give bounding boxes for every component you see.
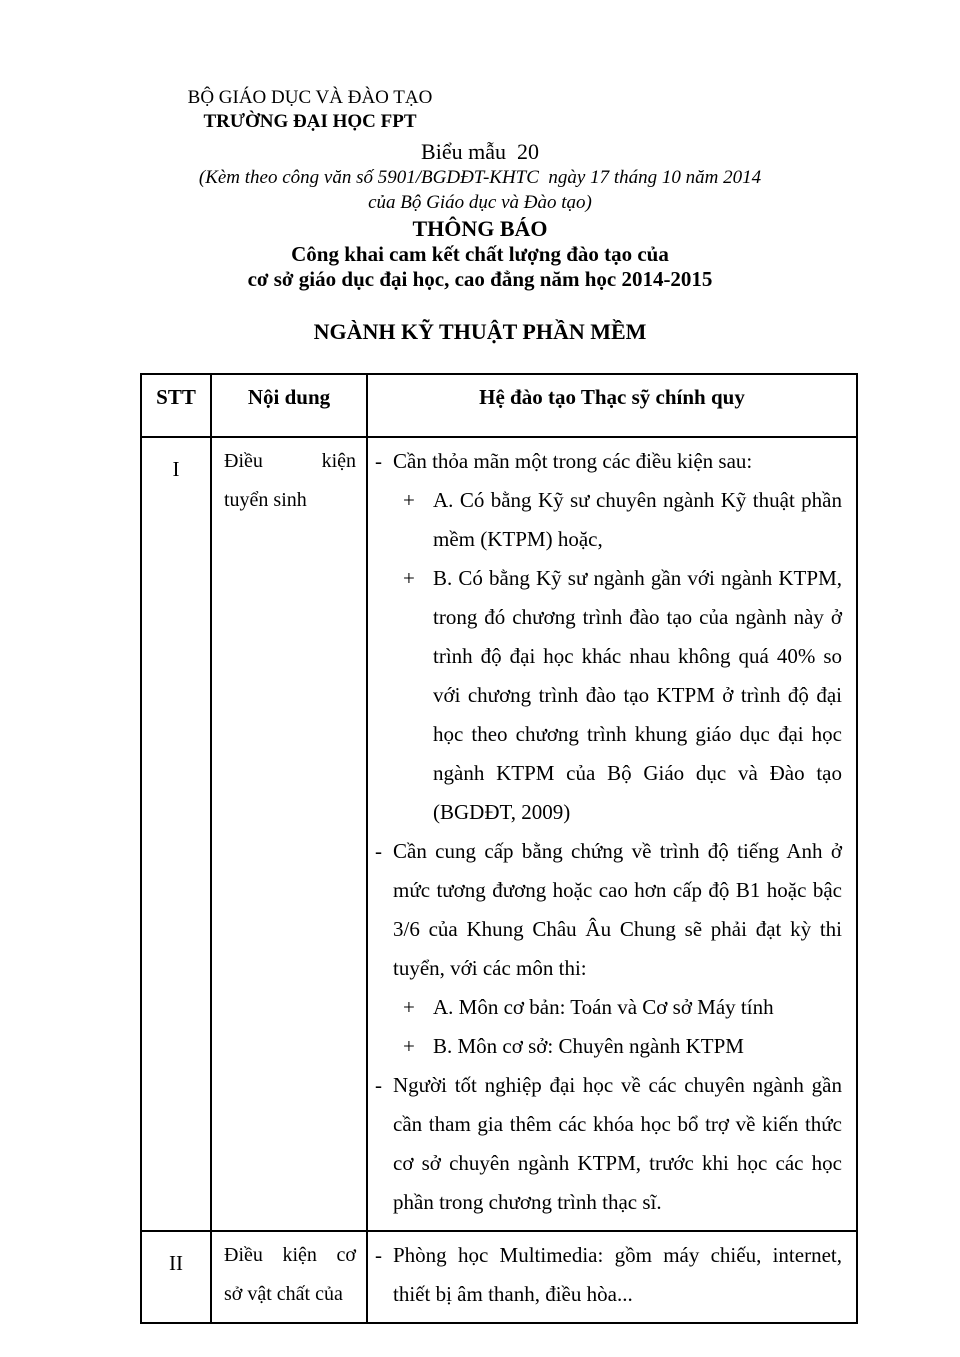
dash-marker: - [375, 1243, 382, 1267]
item-text: Cần thỏa mãn một trong các điều kiện sau: [393, 449, 753, 473]
plus-marker: + [403, 488, 415, 512]
announcement-subtitle-line2: cơ sở giáo dục đại học, cao đẳng năm học 2014-2015 [247, 267, 713, 291]
column-header-he-dao-tao: Hệ đào tạo Thạc sỹ chính quy [367, 374, 857, 437]
row-1-noi-dung [211, 437, 367, 1231]
row-2-content [367, 1231, 857, 1323]
content-item [370, 559, 842, 832]
dash-marker: - [375, 839, 382, 863]
plus-marker: + [403, 1034, 415, 1058]
noi-dung-line: sở vật chất của [224, 1283, 343, 1305]
announcement-subtitle-line1: Công khai cam kết chất lượng đào tạo của [291, 242, 669, 266]
column-header-stt: STT [141, 374, 211, 437]
dash-marker: - [375, 1073, 382, 1097]
letterhead-left-block [165, 86, 455, 134]
ministry-name: BỘ GIÁO DỤC VÀ ĐÀO TẠO [187, 87, 433, 108]
item-text: A. Có bằng Kỹ sư chuyên ngành Kỹ thuật phần mềm (KTPM) hoặc, [433, 488, 842, 551]
item-text: Cần cung cấp bằng chứng về trình độ tiếng Anh ở mức tương đương hoặc cao hơn cấp độ B1 hoặc bậc 3/6 của Khung Châu Âu Chung sẽ phải đạt kỳ thi tuyển, với các môn thi: [393, 839, 842, 980]
content-item [370, 481, 842, 559]
announcement-title: THÔNG BÁO [412, 216, 548, 241]
row-2-noi-dung [211, 1231, 367, 1323]
content-item [370, 1066, 842, 1222]
university-name: TRƯỜNG ĐẠI HỌC FPT [203, 111, 417, 132]
content-item [370, 1236, 842, 1314]
table-header-row [141, 374, 857, 437]
table-row [141, 1231, 857, 1323]
item-text: A. Môn cơ bản: Toán và Cơ sở Máy tính [433, 995, 774, 1019]
content-item [370, 1027, 842, 1066]
item-text: Người tốt nghiệp đại học về các chuyên ngành gần cần tham gia thêm các khóa học bổ trợ về kiến thức cơ sở chuyên ngành KTPM, trước khi học các học phần trong chương trình thạc sĩ. [393, 1073, 842, 1214]
plus-marker: + [403, 566, 415, 590]
item-text: Phòng học Multimedia: gồm máy chiếu, internet, thiết bị âm thanh, điều hòa... [393, 1243, 842, 1306]
column-header-noi-dung: Nội dung [211, 374, 367, 437]
noi-dung-line: Điều kiện [224, 450, 356, 472]
commitment-table [140, 373, 858, 1324]
noi-dung-line: tuyển sinh [224, 489, 307, 511]
attachment-note-line1: (Kèm theo công văn số 5901/BGDĐT-KHTC ngày 17 tháng 10 năm 2014 [198, 167, 762, 188]
section-title: NGÀNH KỸ THUẬT PHẦN MỀM [313, 319, 647, 344]
row-1-content [367, 437, 857, 1231]
form-label: Biểu mẫu 20 [421, 139, 539, 164]
item-text: B. Môn cơ sở: Chuyên ngành KTPM [433, 1034, 744, 1058]
attachment-note-line2: của Bộ Giáo dục và Đào tạo) [368, 192, 592, 213]
noi-dung-line: Điều kiện cơ [224, 1244, 356, 1266]
content-item [370, 988, 842, 1027]
content-item [370, 442, 842, 481]
row-1-stt: I [141, 437, 211, 1231]
plus-marker: + [403, 995, 415, 1019]
item-text: B. Có bằng Kỹ sư ngành gần với ngành KTPM, trong đó chương trình đào tạo của ngành này ở trình độ đại học khác nhau không quá 40% so với chương trình đào tạo KTPM ở trình độ đại học theo chương trình khung giáo dục đại học ngành KTPM của Bộ Giáo dục và Đào tạo (BGDĐT, 2009) [433, 566, 842, 824]
table-row [141, 437, 857, 1231]
row-2-stt: II [141, 1231, 211, 1323]
dash-marker: - [375, 449, 382, 473]
content-item [370, 832, 842, 988]
